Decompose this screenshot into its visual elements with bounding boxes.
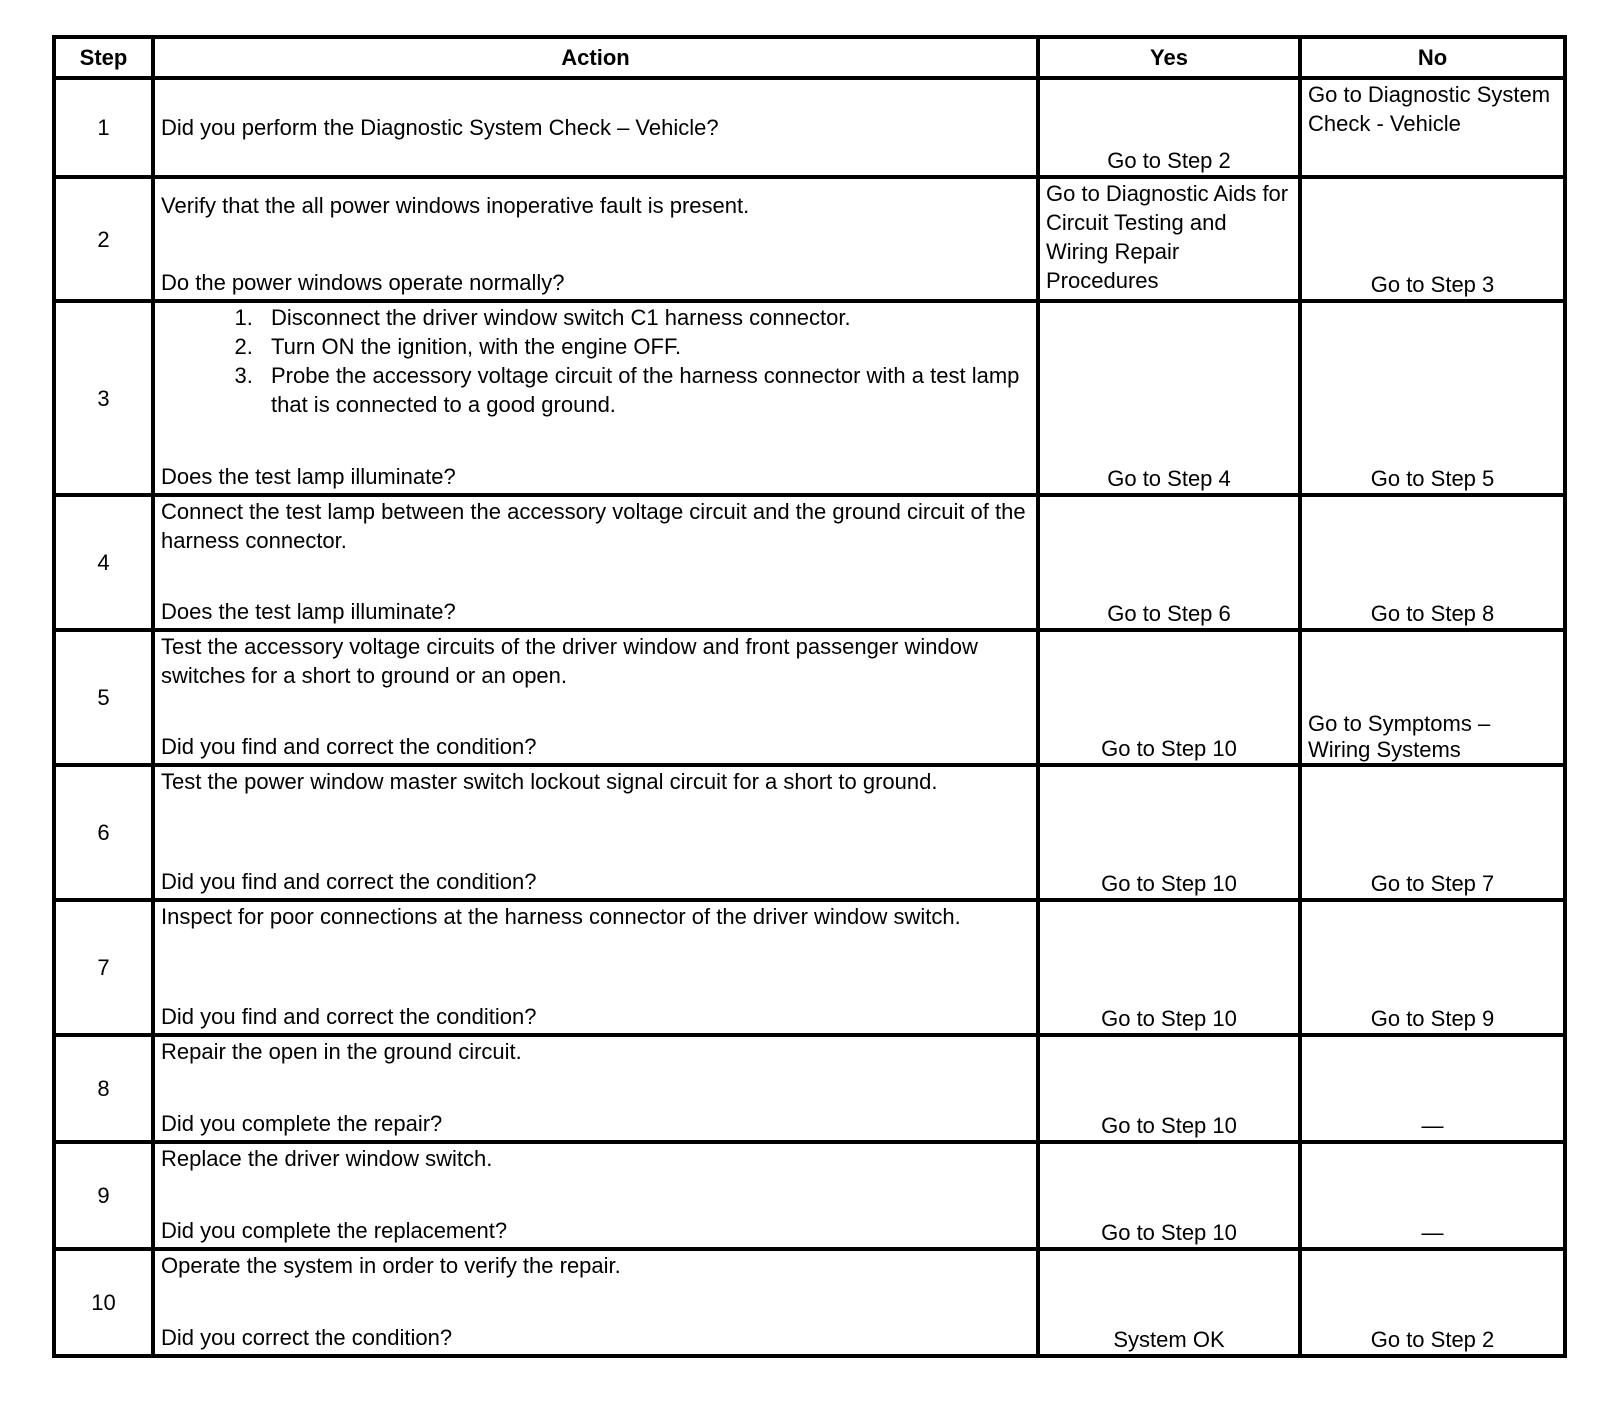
table-row (54, 900, 1565, 1035)
action-cell (153, 301, 1038, 495)
yes-result: Go to Step 4 (1038, 301, 1300, 495)
action-cell (153, 177, 1038, 301)
table-row (54, 78, 1565, 177)
no-result: — (1300, 1142, 1565, 1249)
action-cell (153, 495, 1038, 630)
no-result: Go to Step 2 (1300, 1249, 1565, 1356)
yes-result: Go to Step 10 (1038, 765, 1300, 900)
no-result: Go to Step 8 (1300, 495, 1565, 630)
table-row (54, 1142, 1565, 1249)
action-cell (153, 1035, 1038, 1142)
list-item: 1. Disconnect the driver window switch C1 harness connector. (259, 303, 1030, 332)
action-question: Did you complete the repair? (161, 1111, 443, 1136)
action-question: Did you correct the condition? (161, 1325, 453, 1350)
no-result: Go to Symptoms – Wiring Systems (1300, 630, 1565, 765)
action-question: Did you find and correct the condition? (161, 869, 537, 894)
action-text: Test the accessory voltage circuits of the driver window and front passenger window switches for a short to ground or an open. (161, 634, 978, 688)
step-number: 7 (54, 900, 153, 1035)
action-question: Do the power windows operate normally? (161, 270, 565, 295)
header-step: Step (54, 37, 153, 78)
header-row (54, 37, 1565, 78)
table-row (54, 765, 1565, 900)
action-cell (153, 1249, 1038, 1356)
step-number: 2 (54, 177, 153, 301)
action-text: Connect the test lamp between the accessory voltage circuit and the ground circuit of the harness connector. (161, 499, 1026, 553)
step-number: 9 (54, 1142, 153, 1249)
action-question: Did you find and correct the condition? (161, 734, 537, 759)
action-question: Did you find and correct the condition? (161, 1004, 537, 1029)
step-number: 8 (54, 1035, 153, 1142)
step-number: 5 (54, 630, 153, 765)
no-result: Go to Diagnostic System Check - Vehicle (1300, 78, 1565, 177)
step-number: 3 (54, 301, 153, 495)
yes-result: Go to Step 2 (1038, 78, 1300, 177)
action-text: Did you perform the Diagnostic System Check – Vehicle? (153, 78, 1038, 177)
header-action: Action (153, 37, 1038, 78)
no-result: Go to Step 5 (1300, 301, 1565, 495)
action-text: Repair the open in the ground circuit. (161, 1039, 522, 1064)
action-cell (153, 765, 1038, 900)
action-text: Test the power window master switch lockout signal circuit for a short to ground. (161, 769, 938, 794)
no-result: Go to Step 3 (1300, 177, 1565, 301)
diagnostic-table (52, 35, 1567, 1358)
yes-result: Go to Step 10 (1038, 1035, 1300, 1142)
no-result: — (1300, 1035, 1565, 1142)
action-text: Replace the driver window switch. (161, 1146, 493, 1171)
yes-result: Go to Step 10 (1038, 630, 1300, 765)
step-number: 4 (54, 495, 153, 630)
table-row (54, 177, 1565, 301)
action-cell (153, 1142, 1038, 1249)
step-number: 6 (54, 765, 153, 900)
table-row (54, 301, 1565, 495)
no-result: Go to Step 7 (1300, 765, 1565, 900)
yes-result: System OK (1038, 1249, 1300, 1356)
no-result: Go to Step 9 (1300, 900, 1565, 1035)
action-question: Does the test lamp illuminate? (161, 599, 456, 624)
yes-result: Go to Diagnostic Aids for Circuit Testing and Wiring Repair Procedures (1038, 177, 1300, 301)
action-question: Does the test lamp illuminate? (161, 464, 456, 489)
action-cell (153, 630, 1038, 765)
list-item: 3. Probe the accessory voltage circuit of the harness connector with a test lamp that is connected to a good ground. (259, 361, 1030, 419)
action-text: Inspect for poor connections at the harness connector of the driver window switch. (161, 904, 961, 929)
yes-result: Go to Step 6 (1038, 495, 1300, 630)
header-yes: Yes (1038, 37, 1300, 78)
table-row (54, 630, 1565, 765)
table-row (54, 1249, 1565, 1356)
yes-result: Go to Step 10 (1038, 900, 1300, 1035)
step-number: 10 (54, 1249, 153, 1356)
header-no: No (1300, 37, 1565, 78)
action-cell (153, 900, 1038, 1035)
step-number: 1 (54, 78, 153, 177)
action-text: Operate the system in order to verify the repair. (161, 1253, 621, 1278)
table-row (54, 1035, 1565, 1142)
yes-result: Go to Step 10 (1038, 1142, 1300, 1249)
list-item: 2. Turn ON the ignition, with the engine OFF. (259, 332, 1030, 361)
action-text: Verify that the all power windows inoperative fault is present. (161, 193, 750, 218)
action-steps-list (161, 303, 1030, 419)
action-question: Did you complete the replacement? (161, 1218, 508, 1243)
table-row (54, 495, 1565, 630)
